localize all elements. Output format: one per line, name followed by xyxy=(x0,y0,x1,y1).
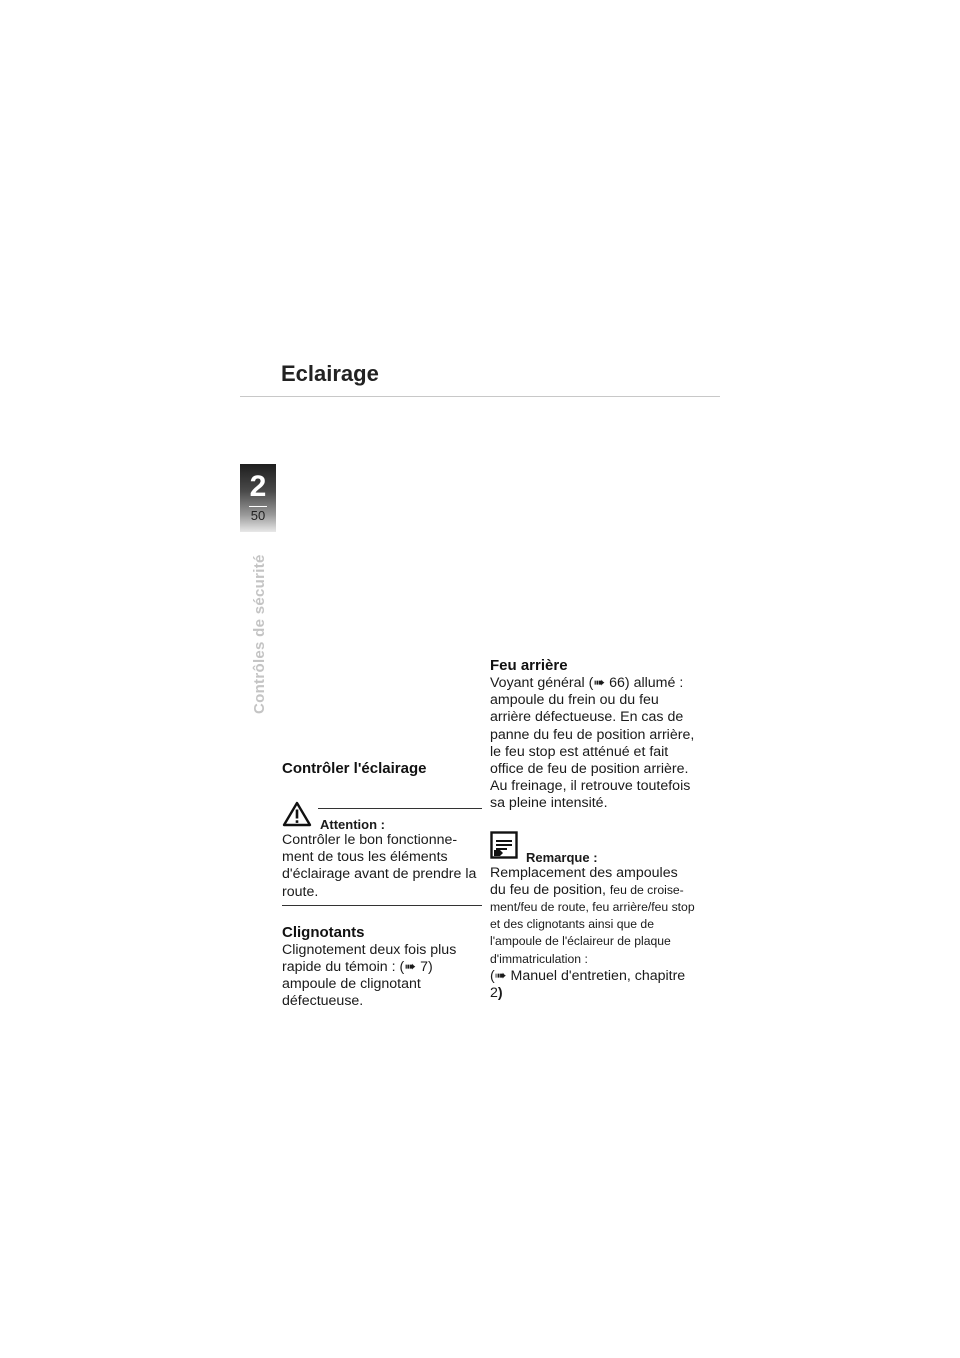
attention-label: Attention : xyxy=(320,817,385,832)
rear-light-text: Voyant général (➠ 66) allumé : ampoule du frein ou du feu arrière défectueuse. En cas de panne du feu de position arrière, le feu stop est atténué et fait office de feu de position arrière. Au freinage, il retrouve toutefois sa pleine intensité. xyxy=(490,675,695,812)
page-number: 50 xyxy=(250,508,266,523)
right-column xyxy=(490,657,695,1002)
blinkers-heading: Clignotants xyxy=(282,923,365,941)
page-title: Eclairage xyxy=(281,361,379,386)
attention-header xyxy=(282,802,482,832)
remark-text-part2: feu de croise-ment/feu de route, feu arrière/feu stop et des clignotants ainsi que de l'ampoule de l'éclaireur de plaque d'immatriculation : xyxy=(490,882,695,966)
left-column xyxy=(282,760,482,1011)
remark-text xyxy=(490,865,695,1003)
note-hand-icon xyxy=(490,831,518,864)
remark-text-part1: Remplacement des ampoules du feu de position, xyxy=(490,864,678,898)
warning-triangle-icon xyxy=(282,801,312,832)
remark-notice xyxy=(490,835,695,1003)
attention-top-rule xyxy=(318,808,482,809)
blinkers-text: Clignotement deux fois plus rapide du témoin : (➠ 7) ampoule de clignotant défectueuse. xyxy=(282,941,457,1010)
attention-text: Contrôler le bon fonctionne-ment de tous les éléments d'éclairage avant de prendre la route. xyxy=(282,832,477,900)
chapter-tab xyxy=(240,464,276,532)
remark-text-part3: (➠ Manuel d'entretien, chapitre 2 xyxy=(490,967,686,1002)
check-lighting-heading: Contrôler l'éclairage xyxy=(282,760,427,777)
chapter-side-label: Contrôles de sécurité xyxy=(251,554,268,714)
remark-label: Remarque : xyxy=(526,849,598,865)
rear-light-heading: Feu arrière xyxy=(490,657,568,674)
title-divider xyxy=(240,396,720,397)
chapter-divider xyxy=(249,506,267,507)
remark-close-paren: ) xyxy=(497,985,503,1002)
attention-notice xyxy=(282,802,482,906)
chapter-number: 2 xyxy=(249,470,267,503)
remark-header xyxy=(490,835,695,865)
attention-bottom-rule xyxy=(282,905,482,906)
